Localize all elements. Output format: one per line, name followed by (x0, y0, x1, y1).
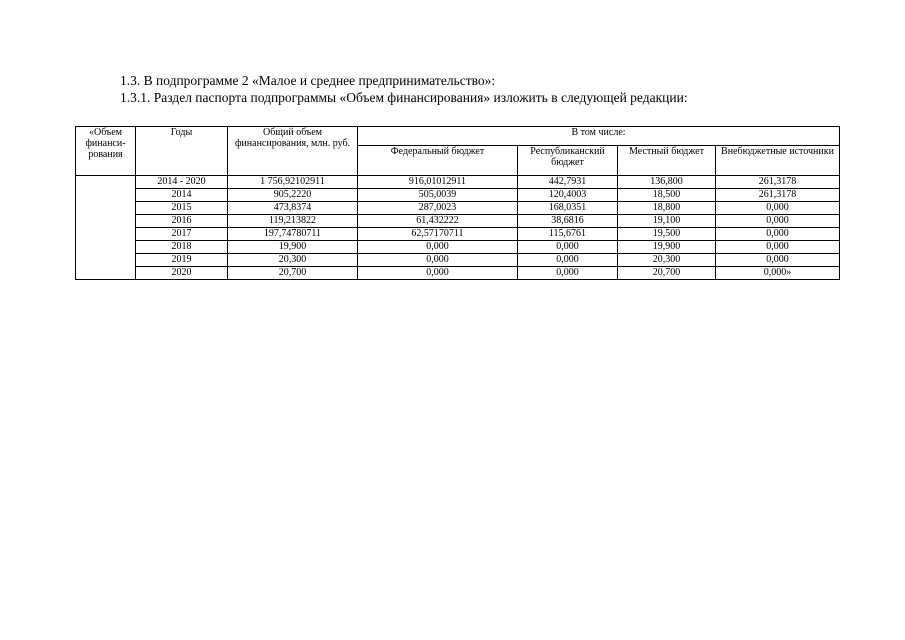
cell-total: 20,700 (228, 267, 358, 280)
cell-year: 2017 (136, 228, 228, 241)
cell-extra: 0,000 (716, 254, 840, 267)
cell-total: 19,900 (228, 241, 358, 254)
header-total-financing: Общий объем финансирования, млн. руб. (228, 127, 358, 176)
cell-republic: 168,0351 (518, 202, 618, 215)
table-row (76, 267, 840, 280)
paragraph-subprogram-2: 1.3. В подпрограмме 2 «Малое и среднее предпринимательство»: (120, 73, 496, 88)
cell-year: 2016 (136, 215, 228, 228)
cell-federal: 61,432222 (358, 215, 518, 228)
table-row (76, 215, 840, 228)
cell-extra: 0,000 (716, 228, 840, 241)
cell-federal: 916,01012911 (358, 176, 518, 189)
cell-local: 20,700 (618, 267, 716, 280)
header-federal-budget: Федеральный бюджет (358, 146, 518, 176)
cell-local: 18,800 (618, 202, 716, 215)
label-column-empty (76, 176, 136, 280)
cell-total: 20,300 (228, 254, 358, 267)
cell-total: 473,8374 (228, 202, 358, 215)
cell-federal: 0,000 (358, 254, 518, 267)
header-including: В том числе: (358, 127, 840, 146)
cell-local: 19,100 (618, 215, 716, 228)
cell-federal: 62,57170711 (358, 228, 518, 241)
cell-year: 2014 (136, 189, 228, 202)
cell-extra: 0,000 (716, 202, 840, 215)
cell-total: 1 756,92102911 (228, 176, 358, 189)
cell-year: 2019 (136, 254, 228, 267)
cell-local: 19,500 (618, 228, 716, 241)
cell-year: 2014 - 2020 (136, 176, 228, 189)
cell-republic: 0,000 (518, 267, 618, 280)
cell-extra: 0,000 (716, 215, 840, 228)
table-row (76, 189, 840, 202)
cell-republic: 115,6761 (518, 228, 618, 241)
cell-local: 19,900 (618, 241, 716, 254)
cell-local: 136,800 (618, 176, 716, 189)
cell-republic: 120,4003 (518, 189, 618, 202)
cell-federal: 0,000 (358, 267, 518, 280)
table-row (76, 228, 840, 241)
cell-local: 18,500 (618, 189, 716, 202)
header-local-budget: Местный бюджет (618, 146, 716, 176)
cell-republic: 0,000 (518, 241, 618, 254)
cell-extra: 0,000 (716, 241, 840, 254)
cell-federal: 287,0023 (358, 202, 518, 215)
cell-extra: 261,3178 (716, 176, 840, 189)
cell-republic: 442,7931 (518, 176, 618, 189)
header-financing-volume: «Объем финанси-рования (76, 127, 136, 176)
header-republic-budget: Республиканский бюджет (518, 146, 618, 176)
cell-extra: 0,000» (716, 267, 840, 280)
cell-total: 119,213822 (228, 215, 358, 228)
table-row (76, 202, 840, 215)
cell-year: 2020 (136, 267, 228, 280)
cell-year: 2015 (136, 202, 228, 215)
table-row (76, 254, 840, 267)
cell-extra: 261,3178 (716, 189, 840, 202)
table-row (76, 176, 840, 189)
financing-table (75, 126, 840, 280)
cell-federal: 505,0039 (358, 189, 518, 202)
cell-republic: 38,6816 (518, 215, 618, 228)
header-extra-budget: Внебюджетные источники (716, 146, 840, 176)
cell-federal: 0,000 (358, 241, 518, 254)
cell-local: 20,300 (618, 254, 716, 267)
cell-year: 2018 (136, 241, 228, 254)
table-row (76, 241, 840, 254)
cell-total: 905,2220 (228, 189, 358, 202)
cell-total: 197,74780711 (228, 228, 358, 241)
paragraph-passport-section: 1.3.1. Раздел паспорта подпрограммы «Объем финансирования» изложить в следующей редакции: (120, 90, 688, 105)
cell-republic: 0,000 (518, 254, 618, 267)
header-years: Годы (136, 127, 228, 176)
